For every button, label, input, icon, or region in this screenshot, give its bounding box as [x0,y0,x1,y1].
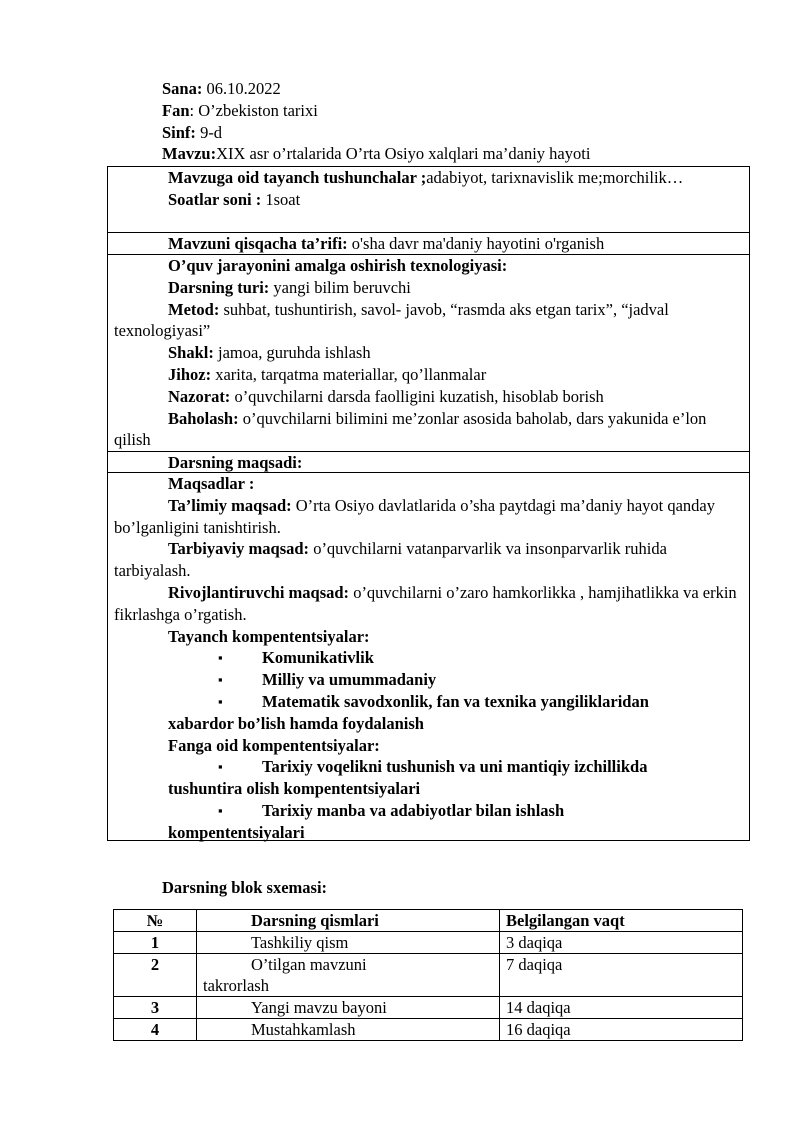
list-item: ▪ Tarixiy manba va adabiyotlar bilan ishlash [218,800,565,820]
equipment: Jihoz: xarita, tarqatma materiallar, qo’llanmalar [168,364,487,384]
method: Metod: suhbat, tushuntirish, savol- javob, “rasmda aks etgan tarix”, “jadval texnologiyasi” [114,299,669,341]
block-scheme-title: Darsning blok sxemasi: [162,878,328,897]
educational-goal: Ta’limiy maqsad: O’rta Osiyo davlatlarida o’sha paytdagi ma’daniy hayot qanday bo’lganligini tanishtirish. [114,495,715,537]
subject-competencies-title: Fanga oid kompententsiyalar: [168,735,380,755]
table-row: 3 Yangi mavzu bayoni 14 daqiqa [114,997,743,1019]
topic-line: Mavzu:XIX asr o’rtalarida O’rta Osiyo xalqlari ma’daniy hayoti [162,144,591,164]
subject-line: Fan: O’zbekiston tarixi [162,100,318,120]
lesson-type: Darsning turi: yangi bilim beruvchi [168,277,411,297]
lesson-header [162,78,590,165]
key-concepts-text: Mavzuga oid tayanch tushunchalar ;adabiyot, tarixnavislik me;morchilik… [168,168,684,187]
table-row: 2 O’tilgan mavzuni takrorlash 7 daqiqa [114,954,743,997]
table-row: 1 Tashkiliy qism 3 daqiqa [114,932,743,954]
bullet-icon: ▪ [218,759,223,775]
objectives-title: Maqsadlar : [168,474,255,493]
lesson-goal-box: Darsning maqsadi: [107,451,750,473]
block-scheme-table [113,909,743,1041]
bullet-icon: ▪ [218,672,223,688]
list-item: ▪ Komunikativlik [218,648,374,668]
class-line: Sinf: 9-d [162,122,223,142]
control: Nazorat: o’quvchilarni darsda faolligini kuzatish, hisoblab borish [168,386,604,406]
upbringing-goal: Tarbiyaviy maqsad: o’quvchilarni vatanparvarlik va insonparvarlik ruhida tarbiyalash. [114,539,667,581]
column-header: № [114,910,197,932]
column-header: Belgilangan vaqt [500,910,743,932]
key-concepts-box [107,166,750,233]
objectives-box: Maqsadlar : Ta’limiy maqsad: O’rta Osiyo davlatlarida o’sha paytdagi ma’daniy hayot qanday bo’lganligini tanishtirish. Tarbiyaviy maqsad: o’quvchilarni vatanparvarlik va insonparvarlik ruhida tarbiyalash. Rivojlantiruvchi maqsad: o’quvchilarni o’zaro hamkorlikka , hamjihatlikka va erkin fikrlashga o’rgatish. Tayanch kompententsiyalar: ▪ Komunikativlik ▪ Milliy va umummadaniy ▪ Matematik savodxonlik, fan va texnika yangiliklaridan xabardor bo’lish hamda foydalanish Fanga oid kompententsiyalar: ▪ Tarixiy voqelikni tushunish va uni mantiqiy izchillikda tushuntira olish kompententsiyalari ▪ Tarixiy manba va adabiyotlar bilan ishlash kompententsiyalari [107,472,750,841]
list-item: ▪ Matematik savodxonlik, fan va texnika yangiliklaridan [218,691,649,711]
column-header: Darsning qismlari [197,910,500,932]
table-row: 4 Mustahkamlash 16 daqiqa [114,1019,743,1041]
assessment: Baholash: o’quvchilarni bilimini me’zonlar asosida baholab, dars yakunida e’lon qilish [114,408,707,450]
core-competencies-title: Tayanch kompententsiyalar: [168,626,370,646]
topic-summary-box: Mavzuni qisqacha ta’rifi: o'sha davr ma'daniy hayotini o'rganish [107,232,750,255]
list-item: ▪ Milliy va umummadaniy [218,670,437,690]
list-item: ▪ Tarixiy voqelikni tushunish va uni mantiqiy izchillikda [218,757,648,777]
developmental-goal: Rivojlantiruvchi maqsad: o’quvchilarni o’zaro hamkorlikka , hamjihatlikka va erkin fikrlashga o’rgatish. [114,582,737,624]
bullet-icon: ▪ [218,802,223,818]
hours-text: Soatlar soni : 1soat [168,189,301,209]
table-header-row [114,910,743,932]
technology-box [107,254,750,452]
technology-title: O’quv jarayonini amalga oshirish texnologiyasi: [168,256,508,275]
date-line: Sana: 06.10.2022 [162,79,281,98]
bullet-icon: ▪ [218,650,223,666]
bullet-icon: ▪ [218,693,223,709]
form: Shakl: jamoa, guruhda ishlash [168,343,371,363]
